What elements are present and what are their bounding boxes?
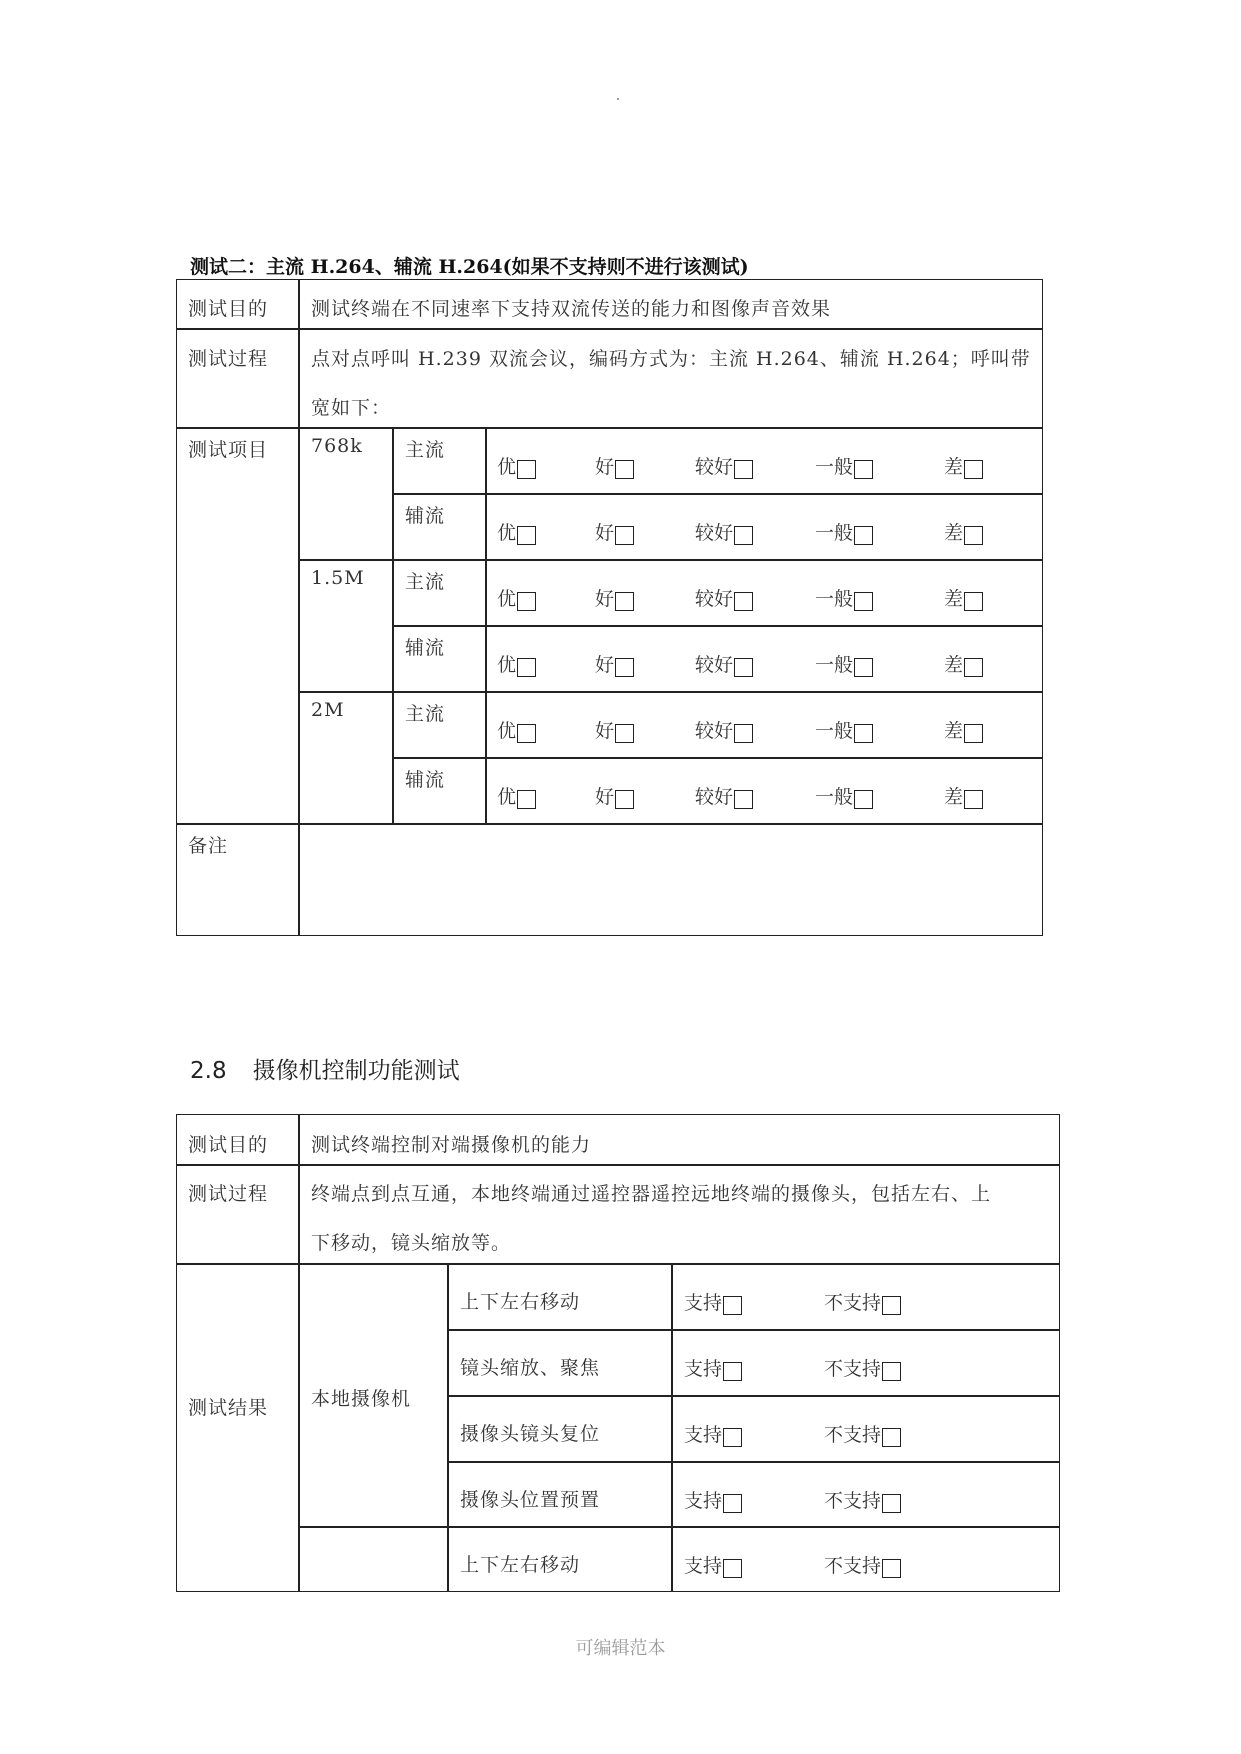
rating-checkbox-excellent[interactable] [517, 724, 536, 743]
rating-option-fairly-good [695, 782, 753, 809]
rating-option-good [595, 716, 634, 743]
section-heading [190, 1052, 460, 1085]
rating-checkbox-fairly-good[interactable] [734, 658, 753, 677]
rating-option-average [815, 518, 873, 545]
rating-option-average [815, 716, 873, 743]
camera-process-line1: 终端点到点互通，本地终端通过遥控器遥控远地终端的摄像头，包括左右、上 [311, 1183, 992, 1205]
rating-option-fairly-good [695, 716, 753, 743]
test2-process-label: 测试过程 [188, 348, 269, 370]
support-label: 支持 [684, 1358, 723, 1380]
rate-2m: 2M [311, 699, 345, 721]
not-support-checkbox[interactable] [882, 1428, 901, 1447]
camera-process-line2: 下移动，镜头缩放等。 [311, 1232, 512, 1254]
rating-option-excellent [497, 452, 536, 479]
rating-label-excellent: 优 [497, 786, 517, 808]
camera-process-label: 测试过程 [188, 1183, 269, 1205]
rating-label-average: 一般 [815, 522, 854, 544]
rating-checkbox-average[interactable] [854, 592, 873, 611]
not-support-option [824, 1354, 901, 1381]
not-support-option [824, 1288, 901, 1315]
rating-label-average: 一般 [815, 786, 854, 808]
rating-checkbox-excellent[interactable] [517, 658, 536, 677]
rating-checkbox-excellent[interactable] [517, 526, 536, 545]
rate-768k: 768k [311, 435, 363, 457]
not-support-checkbox[interactable] [882, 1362, 901, 1381]
rating-option-excellent [497, 782, 536, 809]
not-support-label: 不支持 [824, 1424, 882, 1446]
function-zoom-focus: 镜头缩放、聚焦 [460, 1357, 601, 1379]
rating-option-fairly-good [695, 518, 753, 545]
rating-option-poor [944, 716, 983, 743]
rating-label-good: 好 [595, 588, 615, 610]
function-lens-reset: 摄像头镜头复位 [460, 1423, 601, 1445]
rating-option-poor [944, 518, 983, 545]
rating-checkbox-poor[interactable] [964, 658, 983, 677]
rating-label-excellent: 优 [497, 456, 517, 478]
support-option [684, 1486, 742, 1513]
rating-checkbox-fairly-good[interactable] [734, 460, 753, 479]
rating-checkbox-average[interactable] [854, 658, 873, 677]
rating-option-good [595, 650, 634, 677]
rating-label-good: 好 [595, 522, 615, 544]
support-checkbox[interactable] [723, 1296, 742, 1315]
rating-label-poor: 差 [944, 654, 964, 676]
not-support-checkbox[interactable] [882, 1494, 901, 1513]
rating-checkbox-excellent[interactable] [517, 592, 536, 611]
support-option [684, 1288, 742, 1315]
stream-main-2m: 主流 [405, 703, 446, 725]
support-checkbox[interactable] [723, 1494, 742, 1513]
rating-option-fairly-good [695, 584, 753, 611]
rating-checkbox-average[interactable] [854, 460, 873, 479]
rating-checkbox-good[interactable] [615, 592, 634, 611]
rating-label-average: 一般 [815, 456, 854, 478]
rating-option-fairly-good [695, 650, 753, 677]
rating-checkbox-poor[interactable] [964, 526, 983, 545]
not-support-label: 不支持 [824, 1490, 882, 1512]
function-position-preset: 摄像头位置预置 [460, 1489, 601, 1511]
rating-checkbox-fairly-good[interactable] [734, 526, 753, 545]
not-support-checkbox[interactable] [882, 1559, 901, 1578]
support-label: 支持 [684, 1555, 723, 1577]
rating-option-average [815, 650, 873, 677]
section-number: 2.8 [190, 1058, 227, 1084]
rating-option-poor [944, 650, 983, 677]
rating-option-average [815, 452, 873, 479]
rating-label-fairly-good: 较好 [695, 456, 734, 478]
rating-label-fairly-good: 较好 [695, 522, 734, 544]
rating-checkbox-good[interactable] [615, 724, 634, 743]
rating-label-poor: 差 [944, 786, 964, 808]
rating-checkbox-good[interactable] [615, 658, 634, 677]
rating-checkbox-good[interactable] [615, 790, 634, 809]
test2-process-line2: 宽如下： [311, 397, 392, 419]
rating-label-good: 好 [595, 654, 615, 676]
rating-checkbox-average[interactable] [854, 526, 873, 545]
header-dot [617, 98, 619, 100]
rating-option-excellent [497, 584, 536, 611]
not-support-label: 不支持 [824, 1292, 882, 1314]
rating-option-fairly-good [695, 452, 753, 479]
rating-label-poor: 差 [944, 720, 964, 742]
not-support-label: 不支持 [824, 1358, 882, 1380]
test2-purpose-text: 测试终端在不同速率下支持双流传送的能力和图像声音效果 [311, 298, 832, 320]
rating-label-poor: 差 [944, 522, 964, 544]
rating-label-average: 一般 [815, 654, 854, 676]
test2-title: 测试二：主流 H.264、辅流 H.264(如果不支持则不进行该测试) [190, 256, 749, 278]
support-checkbox[interactable] [723, 1559, 742, 1578]
rating-label-fairly-good: 较好 [695, 588, 734, 610]
rating-option-good [595, 518, 634, 545]
rating-option-average [815, 782, 873, 809]
support-label: 支持 [684, 1424, 723, 1446]
stream-aux-2m: 辅流 [405, 769, 446, 791]
rating-label-excellent: 优 [497, 720, 517, 742]
rating-checkbox-poor[interactable] [964, 724, 983, 743]
rating-label-average: 一般 [815, 720, 854, 742]
rating-option-excellent [497, 650, 536, 677]
rating-checkbox-good[interactable] [615, 460, 634, 479]
rating-checkbox-average[interactable] [854, 724, 873, 743]
rating-label-good: 好 [595, 456, 615, 478]
section-title: 摄像机控制功能测试 [252, 1058, 460, 1084]
footer-text: 可编辑范本 [575, 1638, 666, 1659]
support-label: 支持 [684, 1490, 723, 1512]
not-support-option [824, 1486, 901, 1513]
rating-checkbox-good[interactable] [615, 526, 634, 545]
test2-items-label: 测试项目 [188, 439, 269, 461]
rating-checkbox-fairly-good[interactable] [734, 790, 753, 809]
rating-checkbox-excellent[interactable] [517, 460, 536, 479]
rating-label-fairly-good: 较好 [695, 720, 734, 742]
rating-option-average [815, 584, 873, 611]
camera-result-label: 测试结果 [188, 1397, 269, 1419]
test2-purpose-label: 测试目的 [188, 298, 269, 320]
rating-option-good [595, 584, 634, 611]
rating-option-good [595, 452, 634, 479]
stream-aux-1-5m: 辅流 [405, 637, 446, 659]
support-checkbox[interactable] [723, 1428, 742, 1447]
rating-option-excellent [497, 716, 536, 743]
not-support-option [824, 1420, 901, 1447]
rating-option-good [595, 782, 634, 809]
rating-checkbox-poor[interactable] [964, 592, 983, 611]
not-support-label: 不支持 [824, 1555, 882, 1577]
camera-purpose-label: 测试目的 [188, 1134, 269, 1156]
rating-label-fairly-good: 较好 [695, 786, 734, 808]
stream-main-1-5m: 主流 [405, 571, 446, 593]
stream-aux-768k: 辅流 [405, 505, 446, 527]
function-move-remote: 上下左右移动 [460, 1554, 581, 1576]
rating-checkbox-fairly-good[interactable] [734, 592, 753, 611]
not-support-checkbox[interactable] [882, 1296, 901, 1315]
rating-option-excellent [497, 518, 536, 545]
support-option [684, 1354, 742, 1381]
rating-checkbox-poor[interactable] [964, 460, 983, 479]
test2-remarks-label: 备注 [188, 835, 229, 857]
rating-label-excellent: 优 [497, 522, 517, 544]
rating-label-good: 好 [595, 786, 615, 808]
rating-checkbox-fairly-good[interactable] [734, 724, 753, 743]
rating-label-excellent: 优 [497, 588, 517, 610]
rating-option-poor [944, 584, 983, 611]
stream-main-768k: 主流 [405, 439, 446, 461]
rating-checkbox-excellent[interactable] [517, 790, 536, 809]
rating-label-average: 一般 [815, 588, 854, 610]
rating-label-excellent: 优 [497, 654, 517, 676]
rating-checkbox-average[interactable] [854, 790, 873, 809]
camera-purpose-text: 测试终端控制对端摄像机的能力 [311, 1134, 592, 1156]
not-support-option [824, 1551, 901, 1578]
rating-label-good: 好 [595, 720, 615, 742]
rating-label-fairly-good: 较好 [695, 654, 734, 676]
support-option [684, 1420, 742, 1447]
rate-1-5m: 1.5M [311, 567, 365, 589]
support-checkbox[interactable] [723, 1362, 742, 1381]
support-option [684, 1551, 742, 1578]
rating-label-poor: 差 [944, 456, 964, 478]
test2-process-line1: 点对点呼叫 H.239 双流会议，编码方式为：主流 H.264、辅流 H.264；呼叫带 [311, 348, 1031, 370]
camera-local-label: 本地摄像机 [311, 1388, 412, 1410]
rating-option-poor [944, 452, 983, 479]
rating-option-poor [944, 782, 983, 809]
function-move: 上下左右移动 [460, 1291, 581, 1313]
rating-checkbox-poor[interactable] [964, 790, 983, 809]
support-label: 支持 [684, 1292, 723, 1314]
rating-label-poor: 差 [944, 588, 964, 610]
